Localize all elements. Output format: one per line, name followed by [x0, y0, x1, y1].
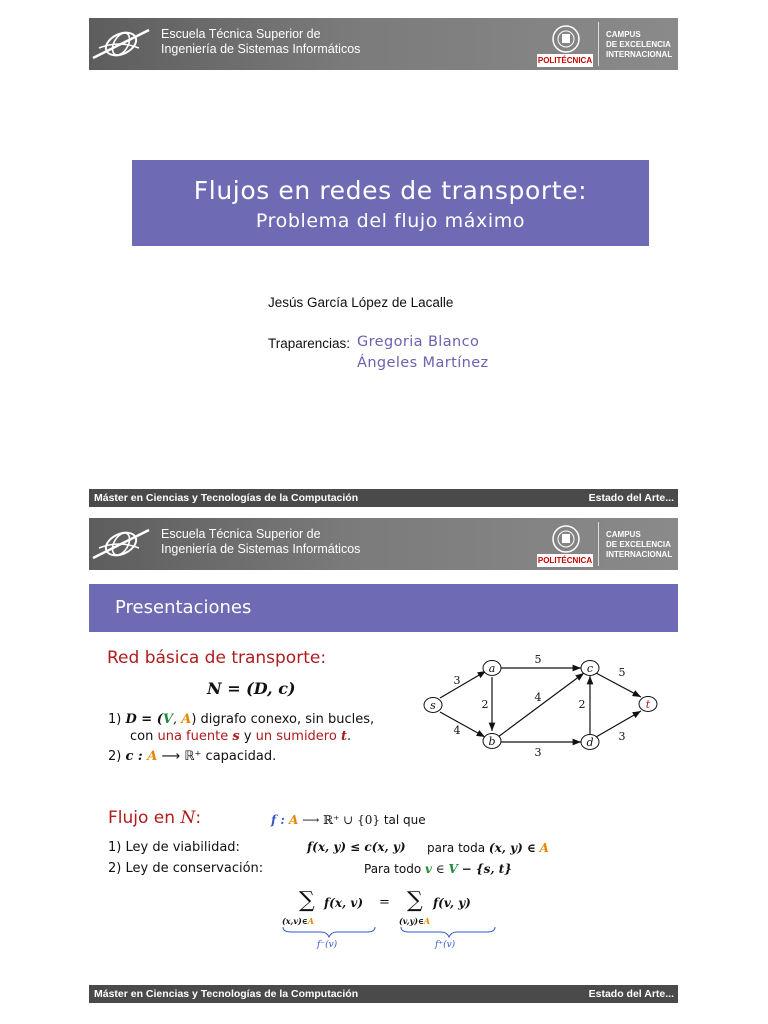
- footer-section: Estado del Arte...: [588, 988, 674, 1000]
- item-1-fuente: una fuente: [157, 729, 229, 744]
- sum-left-term: f(x, v): [324, 896, 363, 910]
- item-1-con: con: [130, 729, 158, 744]
- item-1-A: A: [181, 712, 192, 727]
- item-2: [108, 749, 276, 764]
- section-title-bar: [89, 584, 678, 632]
- law-1-condition: [427, 841, 549, 855]
- slide-2: [89, 518, 678, 1007]
- sum-right-symbol: ∑: [407, 888, 423, 913]
- school-logo-icon: [89, 518, 153, 570]
- campus-line2: DE EXCELENCIA: [606, 540, 671, 549]
- slide-header: [89, 18, 678, 70]
- law-2-label: Ley de conservación:: [125, 861, 264, 876]
- underbrace-left: [283, 927, 375, 937]
- footer-course: Máster en Ciencias y Tecnologías de la Computación: [94, 492, 359, 504]
- capacity-a-b: 2: [481, 698, 489, 711]
- capacity-c-t: 5: [618, 666, 626, 679]
- header-divider: [598, 22, 599, 66]
- law-1-label: Ley de viabilidad:: [125, 840, 240, 855]
- law-2-rest: − {s, t}: [461, 862, 512, 876]
- item-1-line2: [108, 728, 408, 745]
- item-1-sumidero: un sumidero: [255, 729, 337, 744]
- item-1-s: s: [232, 729, 240, 744]
- node-d-label: d: [586, 736, 594, 749]
- school-name: [161, 527, 360, 557]
- law-1-formula: f(x, y) ≤ c(x, y): [307, 840, 406, 854]
- footer-course: Máster en Ciencias y Tecnologías de la Computación: [94, 988, 359, 1000]
- sum-right-index-text: (v,y)∈: [399, 916, 424, 926]
- footer-section: Estado del Arte...: [588, 492, 674, 504]
- heading-flujo: Flujo en N:: [108, 808, 202, 828]
- campus-line3: INTERNACIONAL: [606, 550, 673, 559]
- flow-f: f :: [271, 813, 289, 827]
- item-1-desc: ) digrafo conexo, sin bucles,: [191, 712, 375, 727]
- item-1-number: 1): [108, 712, 122, 727]
- heading-flujo-text: Flujo en: [108, 808, 181, 828]
- capacity-s-a: 3: [453, 674, 461, 687]
- item-1-dot: .: [346, 729, 352, 744]
- item-1-t: t: [340, 729, 347, 744]
- header-divider: [598, 522, 599, 566]
- capacity-s-b: 4: [453, 724, 461, 737]
- conservation-equation: [279, 888, 509, 963]
- sum-right-term: f(v, y): [433, 896, 471, 910]
- sum-right-index-A: A: [423, 916, 431, 926]
- capacity-b-d: 3: [534, 746, 542, 759]
- flow-A: A: [288, 813, 299, 827]
- capacity-d-c: 2: [578, 698, 586, 711]
- item-1-sep: ,: [172, 712, 182, 727]
- underbraces: [279, 925, 509, 939]
- campus-line3: INTERNACIONAL: [606, 50, 673, 59]
- heading-red-basica: Red básica de transporte:: [107, 648, 327, 668]
- school-name-line2: Ingeniería de Sistemas Informáticos: [161, 42, 361, 56]
- flow-codomain: ⟶ ℝ⁺ ∪ {0}: [298, 813, 380, 827]
- credits-label: Traparencias:: [268, 336, 351, 351]
- law-1-A: A: [539, 841, 549, 855]
- law-1-para: para toda: [427, 841, 486, 855]
- capacity-a-c: 5: [534, 653, 542, 666]
- underbrace-right: [401, 927, 495, 937]
- edge-b-c: [498, 673, 584, 737]
- law-2-in: ∈: [435, 862, 445, 876]
- flow-definition: [271, 813, 426, 827]
- law-1: [108, 840, 240, 855]
- item-1-V: V: [162, 712, 173, 727]
- node-b-label: b: [488, 735, 496, 748]
- item-2-rest: ⟶ ℝ⁺ capacidad.: [157, 749, 277, 764]
- law-2-v: v: [425, 862, 432, 876]
- item-1-y: y: [239, 729, 256, 744]
- school-name-line2: Ingeniería de Sistemas Informáticos: [161, 542, 361, 556]
- flow-tal-que: tal que: [380, 813, 426, 827]
- campus-label: [606, 530, 672, 560]
- brace-left-label: f⁻(v): [317, 940, 338, 950]
- sum-left-symbol: ∑: [299, 888, 315, 913]
- credit-name-2: Ángeles Martínez: [357, 355, 489, 371]
- school-name-line1: Escuela Técnica Superior de: [161, 27, 321, 41]
- school-name: [161, 27, 360, 57]
- section-title: Presentaciones: [115, 597, 252, 618]
- item-2-c: c :: [125, 749, 148, 764]
- campus-label: [606, 30, 672, 60]
- slide-subtitle: Problema del flujo máximo: [255, 210, 526, 232]
- item-2-number: 2): [108, 749, 122, 764]
- law-2-number: 2): [108, 861, 122, 876]
- upm-label: POLITÉCNICA: [537, 56, 593, 65]
- item-1: [108, 711, 408, 745]
- transport-network-diagram: [422, 650, 662, 762]
- node-a-label: a: [488, 662, 496, 675]
- slide-header: [89, 518, 678, 570]
- network-definition: N = (D, c): [207, 679, 296, 698]
- node-s-label: s: [430, 699, 436, 712]
- brace-right-label: f⁺(v): [435, 940, 456, 950]
- school-logo-icon: [89, 18, 153, 70]
- sum-equals: =: [379, 895, 390, 910]
- edge-s-a: [440, 671, 486, 698]
- sum-left-index-text: (x,v)∈: [282, 916, 308, 926]
- law-2-condition: [364, 862, 512, 876]
- slide-footer: [89, 489, 678, 507]
- graph-edges: [440, 668, 641, 742]
- capacity-d-t: 3: [618, 730, 626, 743]
- heading-flujo-var: N: [180, 808, 196, 828]
- item-2-A: A: [147, 749, 158, 764]
- slide-title: Flujos en redes de transporte:: [193, 176, 588, 205]
- title-box: [132, 160, 649, 246]
- author: Jesús García López de Lacalle: [268, 295, 454, 310]
- sum-left-index-A: A: [307, 916, 314, 926]
- slide-1: [89, 18, 678, 508]
- campus-line2: DE EXCELENCIA: [606, 40, 671, 49]
- law-1-xy: (x, y) ∈: [488, 841, 536, 855]
- law-2-para: Para todo: [364, 862, 422, 876]
- node-c-label: c: [586, 662, 594, 675]
- node-t-label: t: [645, 698, 651, 711]
- law-2-V: V: [448, 862, 458, 876]
- school-name-line1: Escuela Técnica Superior de: [161, 527, 321, 541]
- credit-name-1: Gregoria Blanco: [357, 334, 480, 350]
- capacity-b-c: 4: [534, 691, 542, 704]
- slide-footer: [89, 985, 678, 1003]
- law-2: [108, 861, 263, 876]
- campus-line1: CAMPUS: [606, 30, 641, 39]
- edge-s-b: [440, 712, 485, 737]
- item-1-D: D = (: [125, 712, 163, 727]
- campus-line1: CAMPUS: [606, 530, 641, 539]
- law-1-number: 1): [108, 840, 122, 855]
- upm-label: POLITÉCNICA: [537, 556, 593, 565]
